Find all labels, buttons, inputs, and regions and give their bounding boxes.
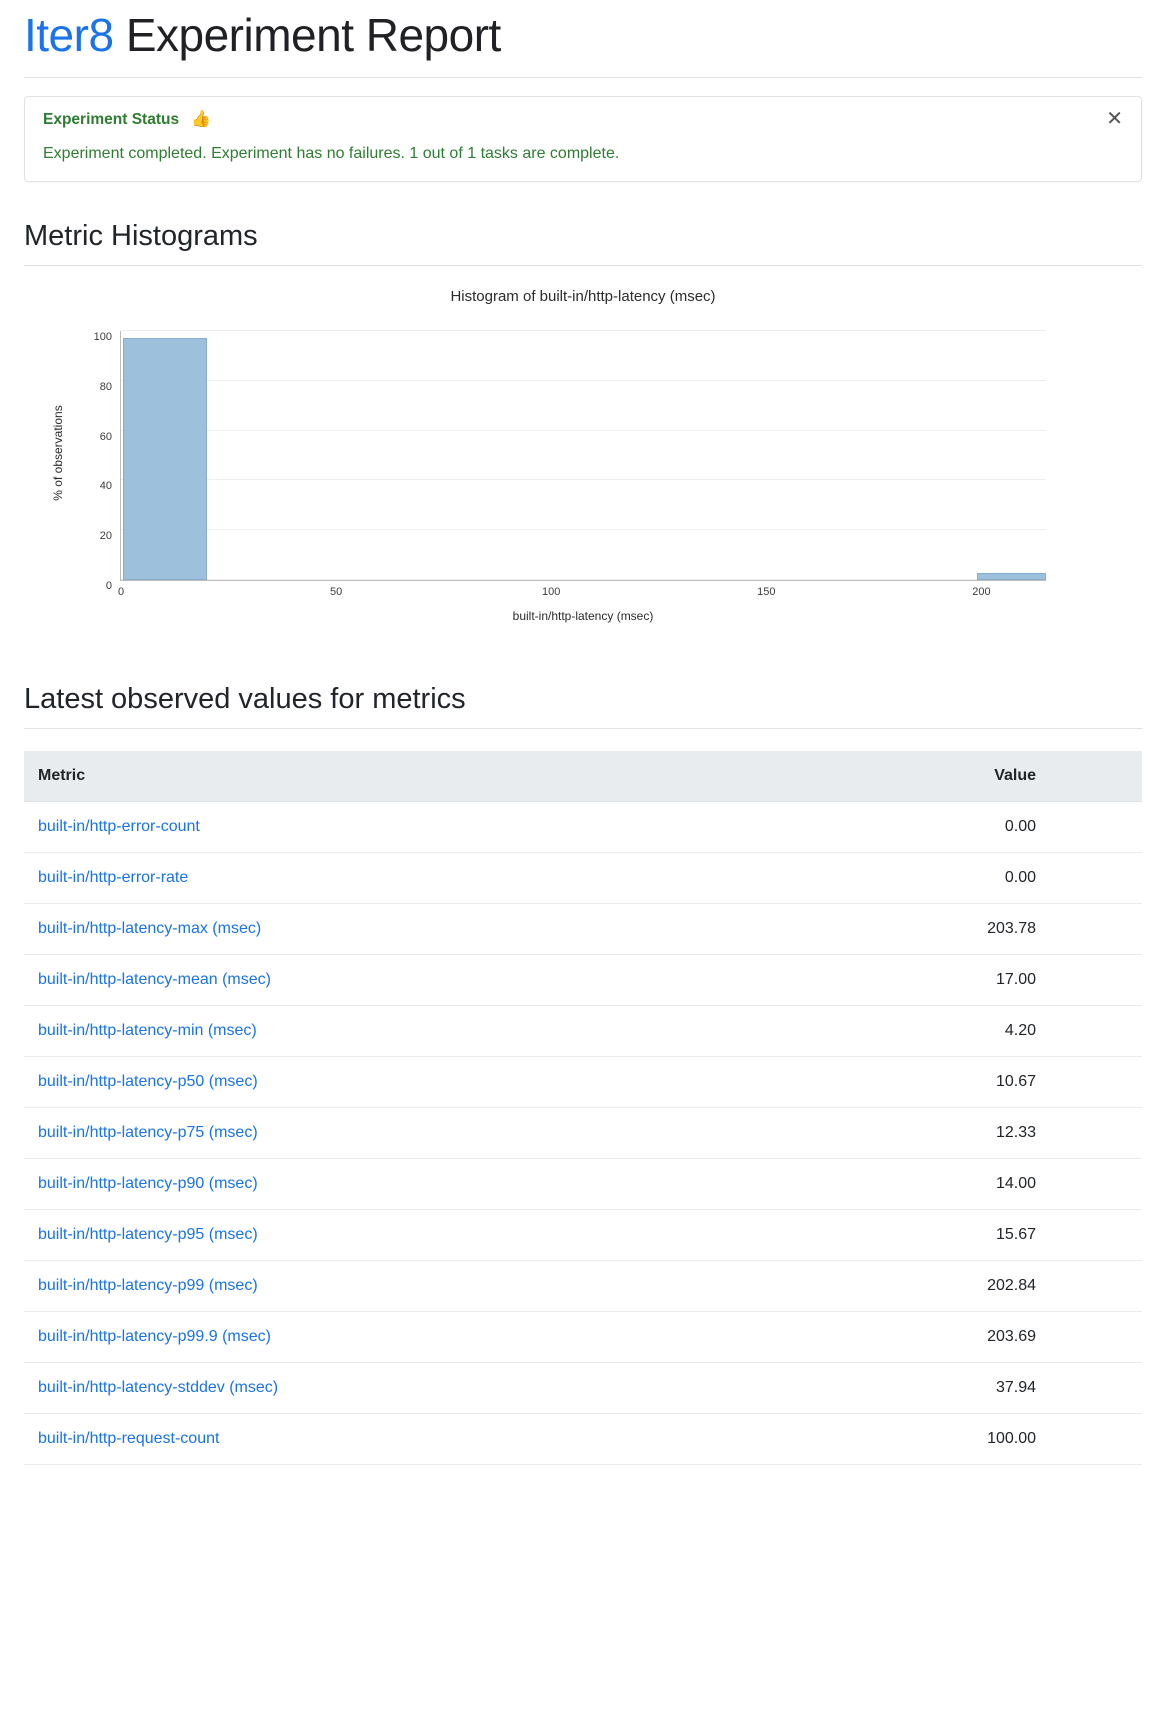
- table-row: [24, 1413, 1142, 1464]
- metric-name-cell: [24, 1158, 710, 1209]
- metric-name-cell: [24, 1107, 710, 1158]
- metric-name-cell: [24, 903, 710, 954]
- metric-value-cell: 14.00: [710, 1158, 1142, 1209]
- alert-title-row: [43, 111, 1123, 129]
- table-row: [24, 1056, 1142, 1107]
- metric-name-cell: [24, 1311, 710, 1362]
- table-row: [24, 801, 1142, 852]
- metric-link[interactable]: built-in/http-latency-p50 (msec): [38, 1073, 258, 1090]
- histogram-chart: [24, 288, 1142, 623]
- table-row: [24, 1260, 1142, 1311]
- metric-link[interactable]: built-in/http-latency-max (msec): [38, 920, 261, 937]
- close-icon[interactable]: ✕: [1102, 107, 1127, 131]
- column-header-value: Value: [710, 751, 1142, 802]
- chart-plot: 0 20 40 60 80 100 0 50 100 150 200: [120, 331, 1046, 581]
- histograms-divider: [24, 265, 1142, 266]
- metric-name-cell: [24, 852, 710, 903]
- metric-value-cell: 17.00: [710, 954, 1142, 1005]
- metric-name-cell: [24, 1413, 710, 1464]
- chart-x-tick: 0: [118, 580, 124, 598]
- table-header-row: [24, 751, 1142, 802]
- metric-link[interactable]: built-in/http-latency-min (msec): [38, 1022, 257, 1039]
- metric-value-cell: 0.00: [710, 801, 1142, 852]
- metric-link[interactable]: built-in/http-request-count: [38, 1430, 219, 1447]
- chart-x-tick: 100: [542, 580, 560, 598]
- metric-histograms-heading: Metric Histograms: [24, 220, 1142, 253]
- thumbs-up-icon: 👍: [191, 112, 211, 128]
- metric-link[interactable]: built-in/http-error-count: [38, 818, 200, 835]
- chart-gridline: [121, 430, 1046, 431]
- chart-x-tick: 150: [757, 580, 775, 598]
- chart-area: [24, 323, 1142, 623]
- metric-link[interactable]: built-in/http-latency-p90 (msec): [38, 1175, 258, 1192]
- metrics-table-body: [24, 801, 1142, 1464]
- metric-value-cell: 15.67: [710, 1209, 1142, 1260]
- chart-gridline: [121, 330, 1046, 331]
- alert-message: Experiment completed. Experiment has no failures. 1 out of 1 tasks are complete.: [43, 143, 1123, 165]
- metric-name-cell: [24, 1260, 710, 1311]
- metric-name-cell: [24, 1005, 710, 1056]
- chart-bar: [123, 338, 207, 580]
- table-row: [24, 1107, 1142, 1158]
- chart-x-axis-label: built-in/http-latency (msec): [24, 609, 1142, 623]
- metric-value-cell: 37.94: [710, 1362, 1142, 1413]
- experiment-status-alert: [24, 96, 1142, 182]
- chart-bar: [977, 573, 1046, 580]
- table-row: [24, 903, 1142, 954]
- table-row: [24, 1209, 1142, 1260]
- metric-value-cell: 203.69: [710, 1311, 1142, 1362]
- metric-link[interactable]: built-in/http-error-rate: [38, 869, 188, 886]
- title-divider: [24, 77, 1142, 78]
- metric-name-cell: [24, 801, 710, 852]
- page-title: [24, 10, 1142, 61]
- metric-name-cell: [24, 1209, 710, 1260]
- metric-value-cell: 12.33: [710, 1107, 1142, 1158]
- metric-link[interactable]: built-in/http-latency-p75 (msec): [38, 1124, 258, 1141]
- page-title-rest: Experiment Report: [114, 9, 501, 61]
- metric-link[interactable]: built-in/http-latency-p95 (msec): [38, 1226, 258, 1243]
- metrics-table-head: [24, 751, 1142, 802]
- metric-value-cell: 202.84: [710, 1260, 1142, 1311]
- metric-value-cell: 0.00: [710, 852, 1142, 903]
- chart-gridline: [121, 529, 1046, 530]
- metric-value-cell: 10.67: [710, 1056, 1142, 1107]
- metrics-divider: [24, 728, 1142, 729]
- table-row: [24, 1311, 1142, 1362]
- metric-link[interactable]: built-in/http-latency-p99 (msec): [38, 1277, 258, 1294]
- chart-gridline: [121, 380, 1046, 381]
- metric-value-cell: 203.78: [710, 903, 1142, 954]
- metric-name-cell: [24, 1056, 710, 1107]
- table-row: [24, 954, 1142, 1005]
- metric-name-cell: [24, 1362, 710, 1413]
- metric-value-cell: 4.20: [710, 1005, 1142, 1056]
- metric-name-cell: [24, 954, 710, 1005]
- brand-name: Iter8: [24, 9, 114, 61]
- chart-y-axis-label: % of observations: [51, 405, 65, 500]
- chart-x-tick: 200: [972, 580, 990, 598]
- metric-link[interactable]: built-in/http-latency-p99.9 (msec): [38, 1328, 271, 1345]
- metrics-table: [24, 751, 1142, 1465]
- chart-gridline: [121, 479, 1046, 480]
- chart-title: Histogram of built-in/http-latency (msec): [24, 288, 1142, 305]
- chart-x-tick: 50: [330, 580, 342, 598]
- alert-title-text: Experiment Status: [43, 111, 179, 129]
- table-row: [24, 1005, 1142, 1056]
- chart-gridline: [121, 579, 1046, 580]
- latest-values-heading: Latest observed values for metrics: [24, 683, 1142, 716]
- metric-value-cell: 100.00: [710, 1413, 1142, 1464]
- metric-link[interactable]: built-in/http-latency-mean (msec): [38, 971, 271, 988]
- column-header-metric: Metric: [24, 751, 710, 802]
- table-row: [24, 852, 1142, 903]
- table-row: [24, 1362, 1142, 1413]
- metric-link[interactable]: built-in/http-latency-stddev (msec): [38, 1379, 278, 1396]
- table-row: [24, 1158, 1142, 1209]
